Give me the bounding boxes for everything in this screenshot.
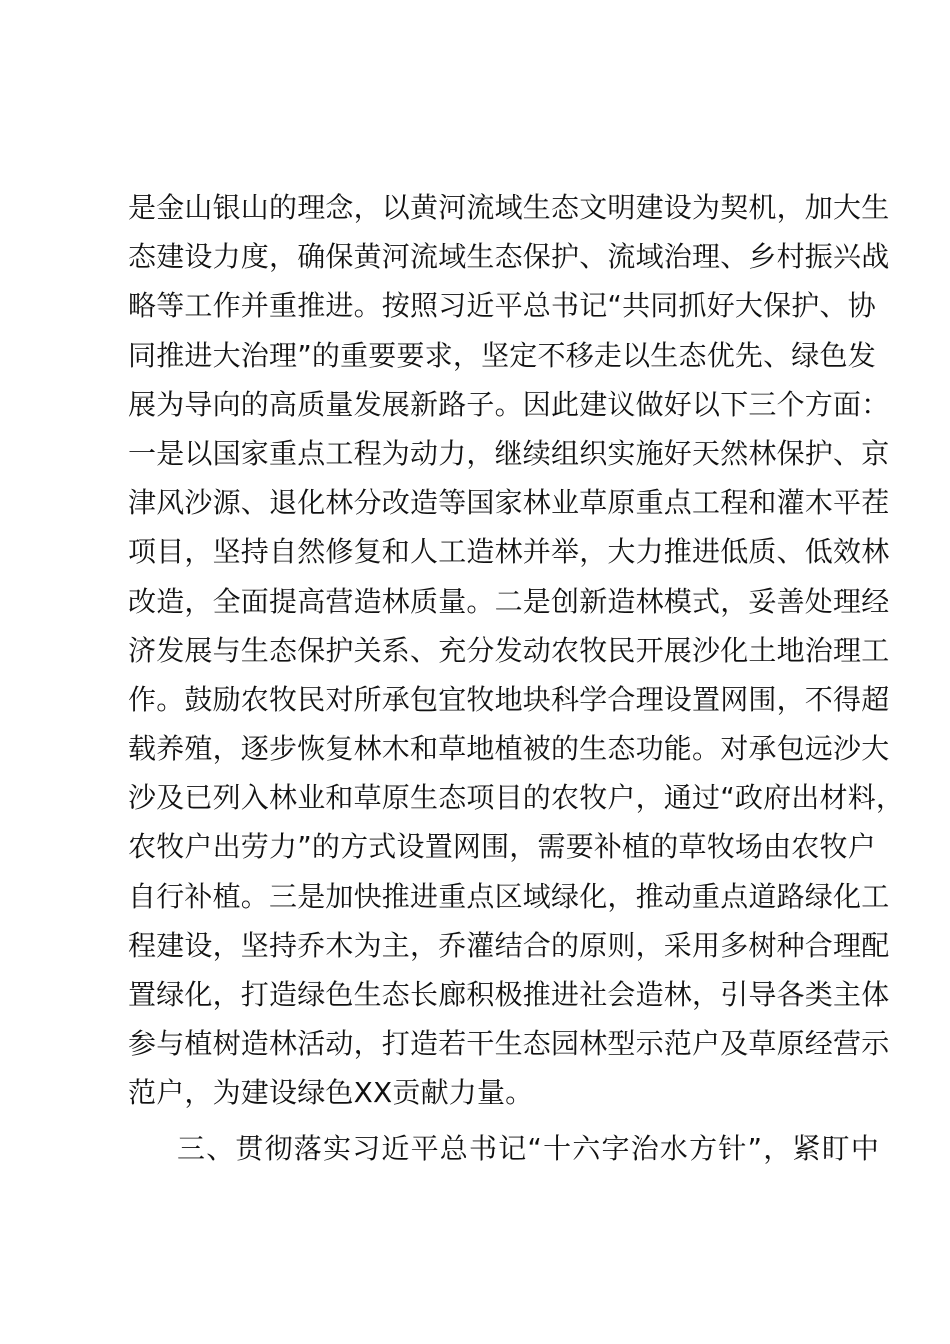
text-line: 略等工作并重推进。按照习近平总书记“共同抓好大保护、协 [128, 289, 876, 323]
text-line: 沙及已列入林业和草原生态项目的农牧户，通过“政府出材料， [128, 781, 905, 815]
text-line: 展为导向的高质量发展新路子。因此建议做好以下三个方面： [128, 387, 890, 421]
text-line: 参与植树造林活动，打造若干生态园林型示范户及草原经营示 [128, 1027, 890, 1061]
text-line: 作。鼓励农牧民对所承包宜牧地块科学合理设置网围，不得超 [128, 682, 890, 716]
text-line: 济发展与生态保护关系、充分发动农牧民开展沙化土地治理工 [128, 633, 890, 667]
body-text [128, 183, 905, 1173]
text-line: 改造，全面提高营造林质量。二是创新造林模式，妥善处理经 [128, 584, 890, 618]
text-line: 程建设，坚持乔木为主，乔灌结合的原则，采用多树种合理配 [128, 928, 890, 962]
text-line: 一是以国家重点工程为动力，继续组织实施好天然林保护、京 [128, 436, 890, 470]
text-line: 范户，为建设绿色XX贡献力量。 [128, 1076, 534, 1110]
section-heading: 三、贯彻落实习近平总书记“十六字治水方针”，紧盯中 [177, 1131, 881, 1165]
text-line: 载养殖，逐步恢复林木和草地植被的生态功能。对承包远沙大 [128, 732, 890, 766]
text-line: 项目，坚持自然修复和人工造林并举，大力推进低质、低效林 [128, 535, 890, 569]
text-line: 态建设力度，确保黄河流域生态保护、流域治理、乡村振兴战 [128, 240, 890, 274]
text-line: 自行补植。三是加快推进重点区域绿化，推动重点道路绿化工 [128, 879, 890, 913]
text-line: 农牧户出劳力”的方式设置网围，需要补植的草牧场由农牧户 [128, 830, 876, 864]
text-line: 津风沙源、退化林分改造等国家林业草原重点工程和灌木平茬 [128, 486, 890, 520]
text-line: 同推进大治理”的重要要求，坚定不移走以生态优先、绿色发 [128, 338, 876, 372]
text-line: 置绿化，打造绿色生态长廊积极推进社会造林，引导各类主体 [128, 978, 890, 1011]
text-line: 是金山银山的理念，以黄河流域生态文明建设为契机，加大生 [128, 191, 890, 224]
